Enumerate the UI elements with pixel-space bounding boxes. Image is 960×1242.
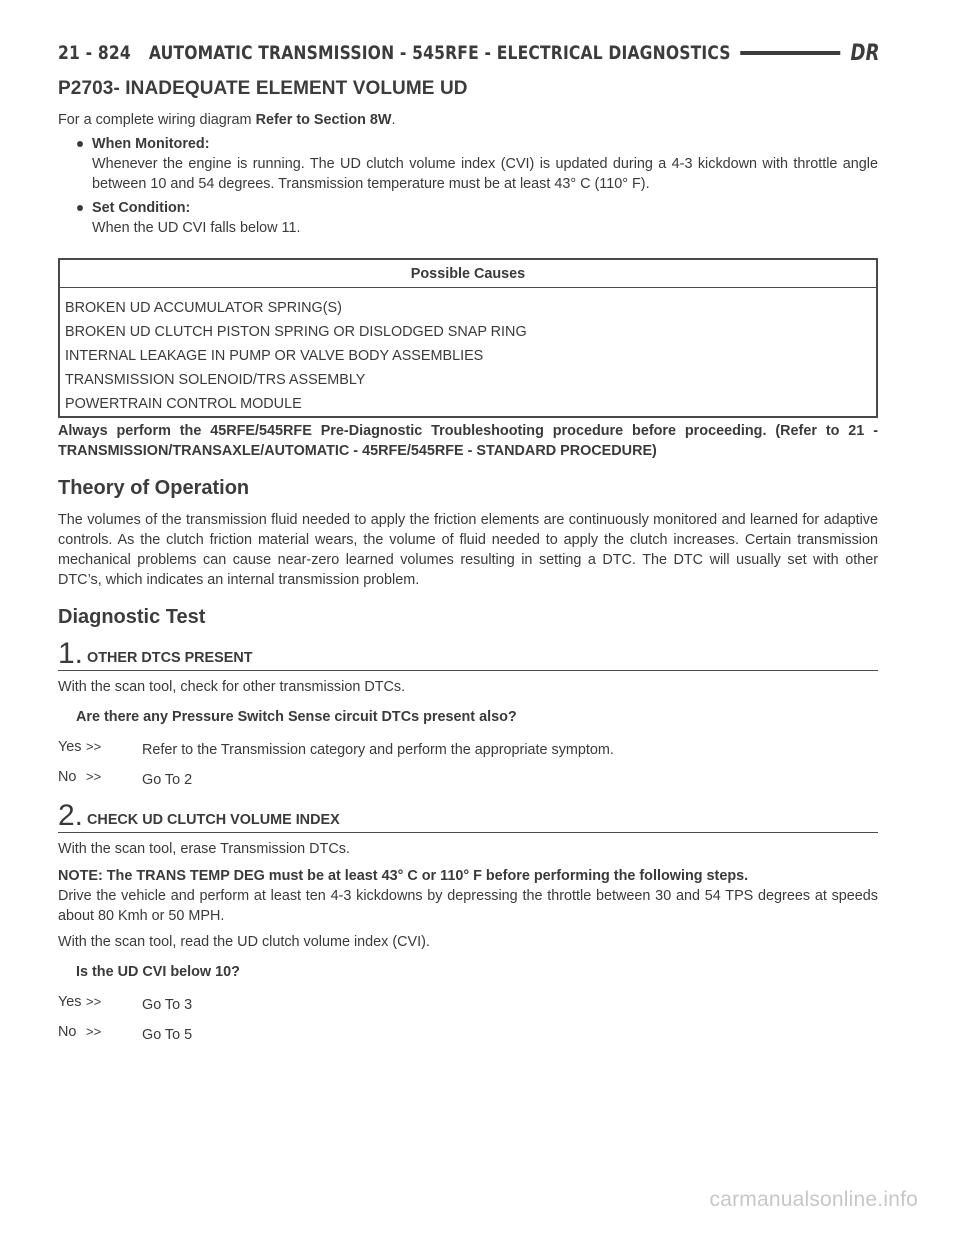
yes-label: Yes: [58, 994, 82, 1010]
wiring-prefix: For a complete wiring diagram: [58, 112, 256, 128]
step-1-heading: [58, 639, 878, 671]
step-1-number: 1.: [58, 637, 84, 670]
set-condition-label: Set Condition:: [92, 200, 191, 216]
step-2-question: Is the UD CVI below 10?: [76, 964, 240, 980]
cause-item: POWERTRAIN CONTROL MODULE: [65, 396, 302, 412]
no-result[interactable]: Go To 5: [142, 1027, 193, 1043]
cause-item: BROKEN UD ACCUMULATOR SPRING(S): [65, 300, 342, 316]
possible-causes-table: [58, 258, 878, 418]
set-condition-text: When the UD CVI falls below 11.: [92, 220, 301, 236]
set-condition-item: [58, 198, 878, 238]
bullet-icon: [77, 205, 83, 211]
no-label: No: [58, 769, 77, 785]
yes-label: Yes: [58, 739, 82, 755]
wiring-suffix: .: [391, 112, 396, 128]
bullet-icon: [77, 141, 83, 147]
page-content: [58, 78, 878, 1042]
step-1-no: [58, 767, 878, 787]
no-result[interactable]: Go To 2: [142, 772, 193, 788]
step-2-text-erase: With the scan tool, erase Transmission DTCs.: [58, 841, 350, 857]
cause-item: BROKEN UD CLUTCH PISTON SPRING OR DISLODGED SNAP RING: [65, 324, 527, 340]
step-2-note: NOTE: The TRANS TEMP DEG must be at least 43° C or 110° F before performing the following steps.: [58, 868, 749, 884]
always-perform-note: Always perform the 45RFE/545RFE Pre-Diagnostic Troubleshooting procedure before proceeding. (Refer to 21 - TRANSMISSION/TRANSAXLE/AUTOMATIC - 45RFE/545RFE - STANDARD PROCEDURE): [58, 423, 878, 459]
when-monitored-text: Whenever the engine is running. The UD clutch volume index (CVI) is updated during a 4-3 kickdown with throttle angle between 10 and 54 degrees. Transmission temperature must be at least 43° C (110° F).: [92, 156, 878, 192]
step-2-yes: [58, 992, 878, 1012]
site-watermark: carmanualsonline.info: [709, 1188, 918, 1211]
page-number: 21 - 824: [58, 42, 131, 64]
step-1-yes: [58, 737, 878, 757]
page-header: [58, 38, 880, 68]
step-1-question: Are there any Pressure Switch Sense circuit DTCs present also?: [76, 709, 517, 725]
wiring-link[interactable]: Refer to Section 8W: [255, 112, 392, 128]
brand-mark: DR: [850, 40, 880, 66]
arrow-icon: >>: [86, 739, 102, 754]
arrow-icon: >>: [86, 1024, 102, 1039]
yes-result[interactable]: Go To 3: [142, 997, 193, 1013]
diagnostic-test-heading: Diagnostic Test: [58, 606, 206, 628]
arrow-icon: >>: [86, 994, 102, 1009]
cause-item: INTERNAL LEAKAGE IN PUMP OR VALVE BODY ASSEMBLIES: [65, 348, 484, 364]
step-2-heading: [58, 801, 878, 833]
theory-text: The volumes of the transmission fluid needed to apply the friction elements are continuously monitored and learned for adaptive controls. As the clutch friction material wears, the volume of fluid needed to apply the clutch increases. Certain transmission mechanical problems can cause near-zero learned volumes resulting in setting a DTC. The DTC will usually set with other DTC’s, which indicates an internal transmission problem.: [58, 512, 878, 588]
when-monitored-label: When Monitored:: [92, 136, 210, 152]
possible-causes-header: Possible Causes: [59, 259, 877, 288]
yes-result: Refer to the Transmission category and perform the appropriate symptom.: [142, 742, 614, 758]
step-1-text: With the scan tool, check for other transmission DTCs.: [58, 679, 406, 695]
arrow-icon: >>: [86, 769, 102, 784]
when-monitored-item: [58, 134, 878, 194]
cause-item: TRANSMISSION SOLENOID/TRS ASSEMBLY: [65, 372, 366, 388]
step-2-title: CHECK UD CLUTCH VOLUME INDEX: [87, 812, 340, 828]
step-2-text-read: With the scan tool, read the UD clutch volume index (CVI).: [58, 934, 430, 950]
header-rule: [741, 51, 841, 55]
wiring-reference: [58, 110, 878, 130]
step-2-no: [58, 1022, 878, 1042]
step-2-text-drive: Drive the vehicle and perform at least ten 4-3 kickdowns by depressing the throttle between 30 and 54 TPS degrees at speeds about 80 Kmh or 50 MPH.: [58, 888, 878, 924]
step-2-number: 2.: [58, 799, 84, 832]
theory-heading: Theory of Operation: [58, 477, 250, 499]
dtc-title: P2703- INADEQUATE ELEMENT VOLUME UD: [58, 78, 468, 99]
no-label: No: [58, 1024, 77, 1040]
section-title: AUTOMATIC TRANSMISSION - 545RFE - ELECTRICAL DIAGNOSTICS: [148, 42, 731, 64]
step-1-title: OTHER DTCS PRESENT: [87, 650, 253, 666]
